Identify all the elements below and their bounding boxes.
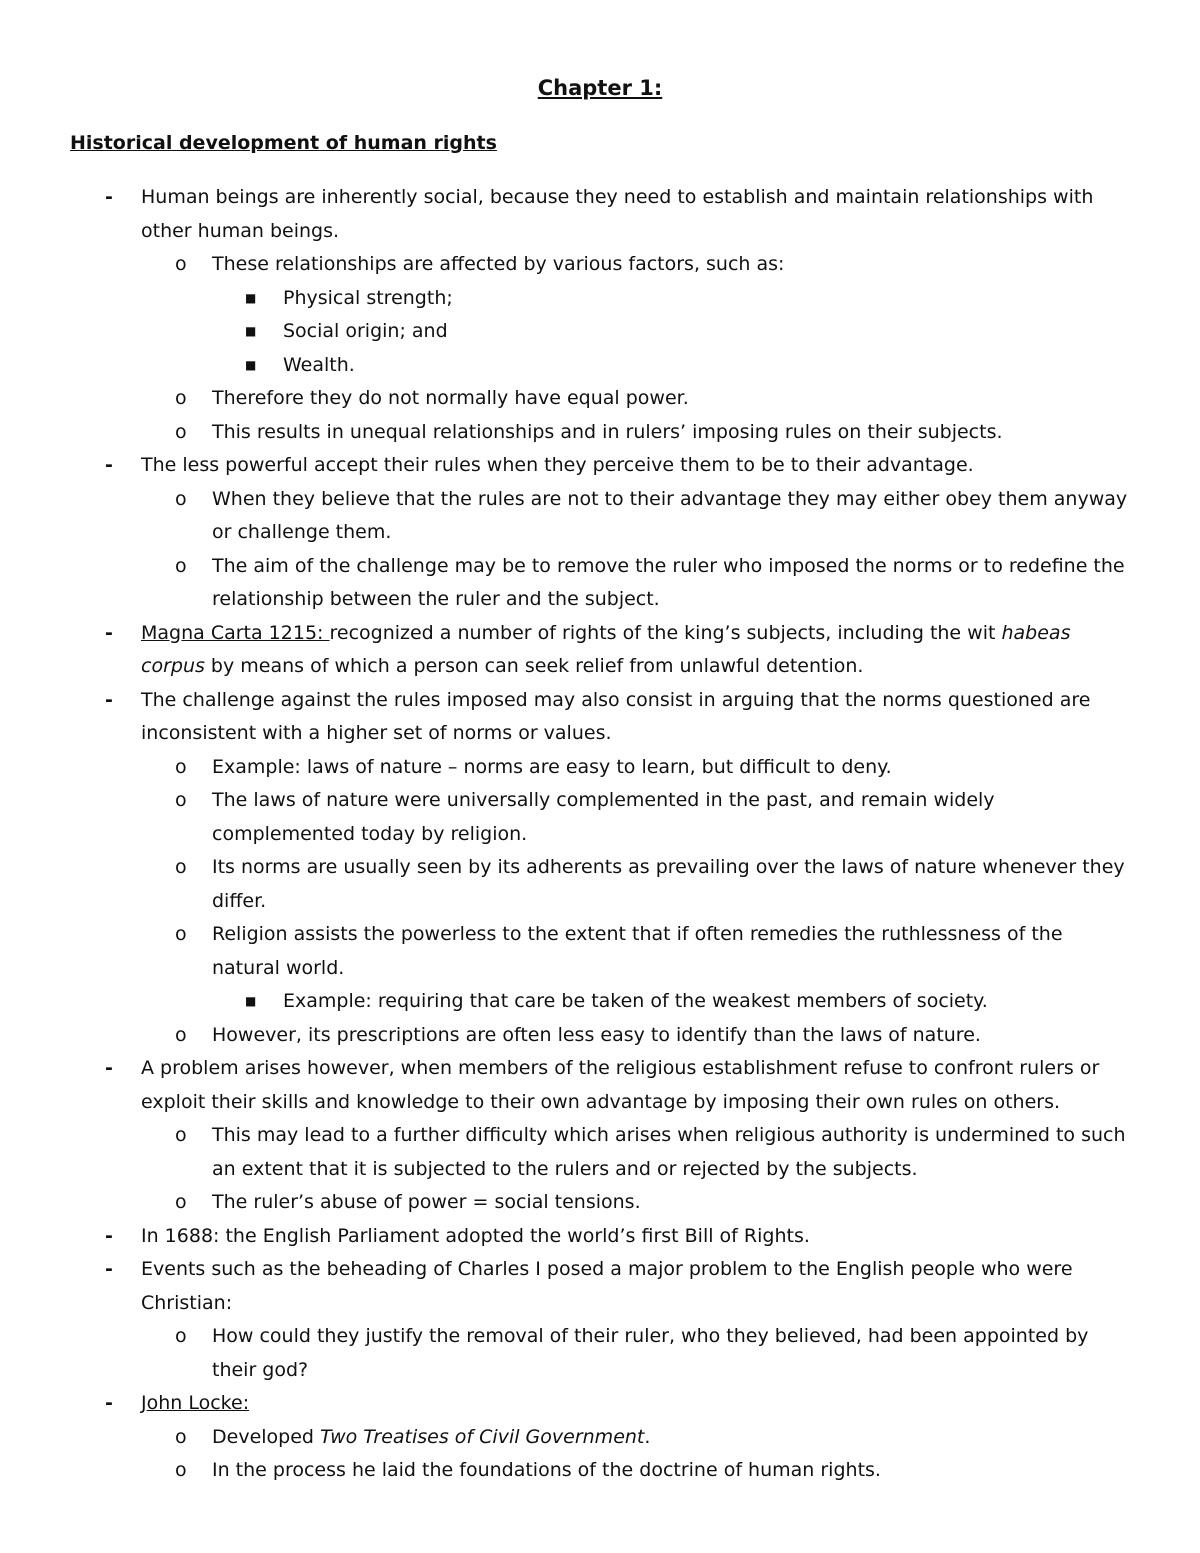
dash-marker: - bbox=[105, 621, 113, 644]
sub-bullet-text: These relationships are affected by various factors, such as: bbox=[212, 253, 785, 275]
circle-marker: o bbox=[175, 923, 187, 945]
bullet-item bbox=[0, 1387, 1131, 1421]
sub-bullet-item bbox=[0, 851, 1132, 918]
sub-sub-bullet-item bbox=[0, 349, 1133, 383]
sub-bullet-text: This may lead to a further difficulty which arises when religious authority is undermined to such an extent that it is subjected to the rulers and or rejected by the subjects. bbox=[212, 1124, 1126, 1180]
dash-marker: - bbox=[105, 1057, 113, 1079]
circle-marker: o bbox=[175, 420, 187, 443]
sub-bullet-item bbox=[0, 1119, 1132, 1186]
sub-bullet-item bbox=[0, 550, 1132, 617]
sub-bullet-text: When they believe that the rules are not to their advantage they may either obey them anyway or challenge them. bbox=[212, 487, 1128, 543]
bullet-item bbox=[0, 449, 1131, 483]
circle-marker: o bbox=[175, 387, 187, 409]
bullet-text: recognized a number of rights of the king’s subjects, including the wit bbox=[329, 621, 1002, 644]
sub-bullet-item bbox=[0, 751, 1132, 785]
bullet-text: Events such as the beheading of Charles I posed a major problem to the English people who were Christian: bbox=[141, 1258, 1073, 1314]
sub-sub-bullet-item bbox=[0, 315, 1133, 349]
sub-sub-bullet-text: Wealth. bbox=[283, 353, 355, 376]
bullet-text: The challenge against the rules imposed may also consist in arguing that the norms questioned are inconsistent with a higher set of norms or values. bbox=[141, 688, 1091, 744]
bullet-text: In 1688: the English Parliament adopted the world’s first Bill of Rights. bbox=[141, 1224, 810, 1247]
sub-bullet-text: The laws of nature were universally complemented in the past, and remain widely complemented today by religion. bbox=[212, 789, 995, 845]
sub-bullet-item bbox=[0, 918, 1132, 985]
sub-bullet-text: In the process he laid the foundations of the doctrine of human rights. bbox=[212, 1459, 881, 1481]
bullet-item bbox=[0, 1220, 1131, 1254]
square-marker: ■ bbox=[245, 357, 257, 372]
john-locke-label: John Locke: bbox=[141, 1392, 250, 1414]
circle-marker: o bbox=[175, 1425, 187, 1448]
habeas-corpus-term: habeas corpus bbox=[141, 621, 1071, 677]
square-marker: ■ bbox=[245, 290, 257, 305]
sub-bullet-text: This results in unequal relationships and in rulers’ imposing rules on their subjects. bbox=[212, 420, 1003, 443]
circle-marker: o bbox=[175, 1191, 187, 1213]
sub-bullet-text: . bbox=[644, 1425, 651, 1448]
sub-bullet-text: Therefore they do not normally have equal power. bbox=[212, 387, 689, 409]
sub-bullet-item bbox=[0, 1019, 1132, 1053]
sub-sub-bullet-item bbox=[0, 282, 1133, 316]
magna-carta-label: Magna Carta 1215: bbox=[141, 621, 330, 644]
bullet-text: by means of which a person can seek relief from unlawful detention. bbox=[204, 655, 864, 677]
sub-bullet-text: Religion assists the powerless to the extent that if often remedies the ruthlessness of the natural world. bbox=[212, 923, 1063, 979]
dash-marker: - bbox=[105, 1392, 113, 1414]
sub-bullet-item bbox=[0, 416, 1132, 450]
bullet-item bbox=[0, 684, 1131, 751]
chapter-title: Chapter 1: bbox=[537, 76, 663, 100]
circle-marker: o bbox=[175, 755, 187, 778]
dash-marker: - bbox=[105, 454, 113, 476]
sub-bullet-text: The aim of the challenge may be to remove the ruler who imposed the norms or to redefine the relationship between the ruler and the subject. bbox=[212, 554, 1125, 610]
book-title: Two Treatises of Civil Government bbox=[320, 1425, 645, 1448]
bullet-item bbox=[0, 617, 1131, 684]
circle-marker: o bbox=[175, 487, 187, 510]
dash-marker: - bbox=[105, 1258, 113, 1280]
sub-bullet-text: Example: laws of nature – norms are easy to learn, but difficult to deny. bbox=[212, 755, 892, 778]
bullet-text: The less powerful accept their rules when they perceive them to be to their advantage. bbox=[141, 454, 974, 476]
circle-marker: o bbox=[175, 1459, 187, 1481]
square-marker: ■ bbox=[245, 324, 257, 338]
circle-marker: o bbox=[175, 554, 187, 577]
section-heading: Historical development of human rights bbox=[70, 132, 497, 154]
bullet-text: A problem arises however, when members of the religious establishment refuse to confront rulers or exploit their skills and knowledge to their own advantage by imposing their own rules on others. bbox=[141, 1057, 1100, 1113]
sub-bullet-text: Its norms are usually seen by its adherents as prevailing over the laws of nature whenever they differ. bbox=[212, 856, 1125, 912]
sub-bullet-item bbox=[0, 382, 1132, 416]
sub-bullet-item bbox=[0, 1421, 1132, 1455]
sub-bullet-text: How could they justify the removal of their ruler, who they believed, had been appointed by their god? bbox=[212, 1325, 1089, 1381]
dash-marker: - bbox=[105, 186, 113, 208]
bullet-item bbox=[0, 181, 1131, 248]
document-body bbox=[0, 181, 1200, 1488]
sub-sub-bullet-text: Example: requiring that care be taken of the weakest members of society. bbox=[283, 990, 988, 1012]
circle-marker: o bbox=[175, 1325, 187, 1347]
sub-bullet-text: However, its prescriptions are often less easy to identify than the laws of nature. bbox=[212, 1023, 981, 1046]
circle-marker: o bbox=[175, 1124, 187, 1146]
sub-bullet-item bbox=[0, 1320, 1132, 1387]
sub-sub-bullet-item bbox=[0, 985, 1133, 1019]
dash-marker: - bbox=[105, 688, 113, 711]
sub-bullet-item bbox=[0, 1454, 1132, 1488]
sub-bullet-item bbox=[0, 248, 1132, 282]
dash-marker: - bbox=[105, 1224, 113, 1247]
sub-bullet-text: Developed bbox=[212, 1425, 321, 1448]
circle-marker: o bbox=[175, 1023, 187, 1046]
sub-bullet-item bbox=[0, 1186, 1132, 1220]
circle-marker: o bbox=[175, 253, 187, 275]
square-marker: ■ bbox=[245, 994, 257, 1008]
bullet-text: Human beings are inherently social, because they need to establish and maintain relationships with other human beings. bbox=[141, 186, 1094, 242]
bullet-item bbox=[0, 1253, 1131, 1320]
circle-marker: o bbox=[175, 789, 187, 811]
sub-bullet-text: The ruler’s abuse of power = social tensions. bbox=[212, 1191, 641, 1213]
sub-bullet-item bbox=[0, 483, 1132, 550]
sub-bullet-item bbox=[0, 784, 1132, 851]
sub-sub-bullet-text: Physical strength; bbox=[283, 286, 453, 309]
sub-sub-bullet-text: Social origin; and bbox=[283, 320, 448, 342]
bullet-item bbox=[0, 1052, 1131, 1119]
circle-marker: o bbox=[175, 856, 187, 878]
